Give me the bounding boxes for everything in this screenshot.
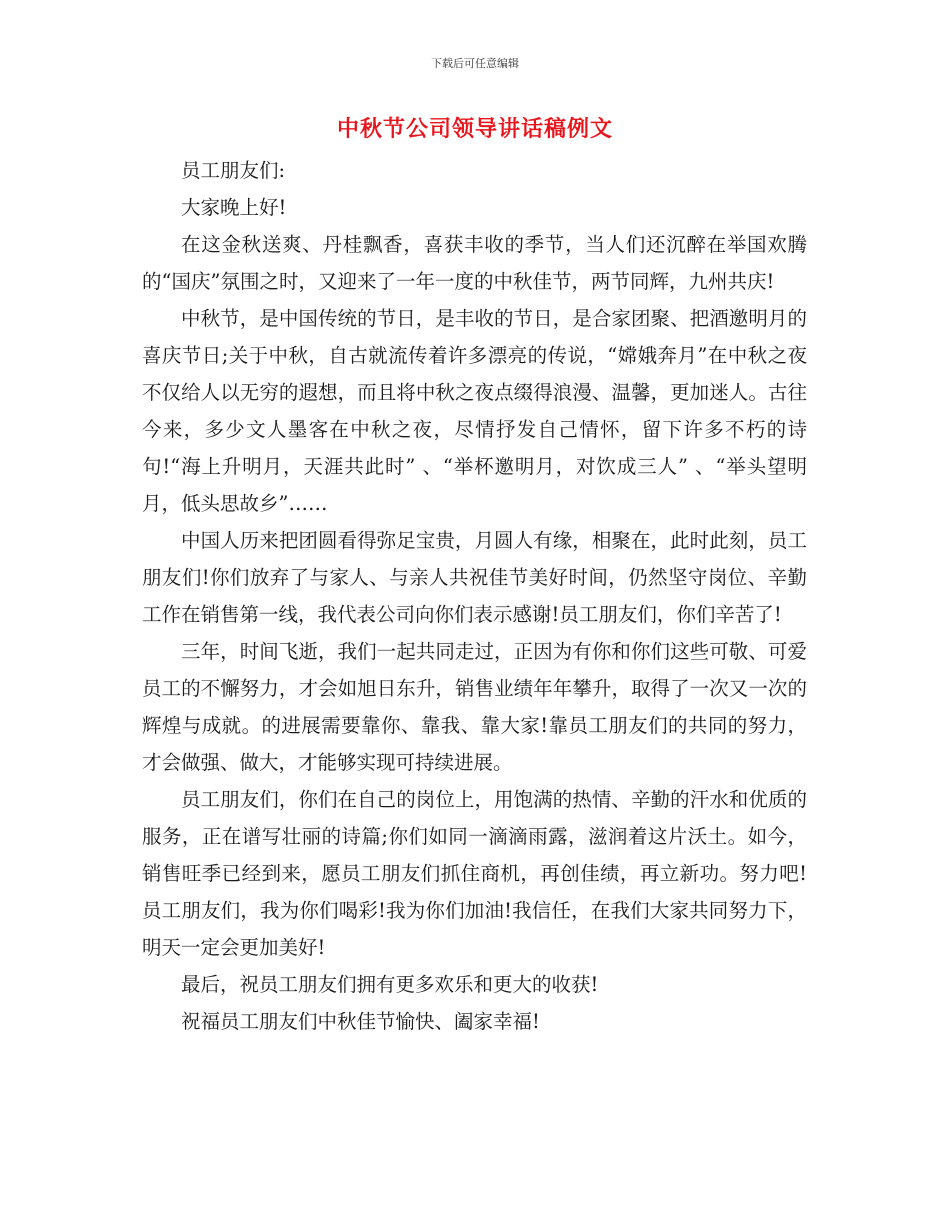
paragraph-3: 中国人历来把团圆看得弥足宝贵，月圆人有缘，相聚在，此时此刻，员工朋友们!你们放弃了与家人、与亲人共祝佳节美好时间，仍然坚守岗位、辛勤工作在销售第一线，我代表公司向你们表示感谢!员工朋友们，你们辛苦了!: [142, 529, 807, 626]
document-title: 中秋节公司领导讲话稿例文: [336, 117, 613, 142]
page-header-note: 下载后可任意编辑: [431, 57, 519, 70]
greeting: 大家晚上好!: [181, 196, 287, 219]
closing-wish-1: 最后，祝员工朋友们拥有更多欢乐和更大的收获!: [181, 973, 599, 996]
salutation: 员工朋友们:: [181, 159, 286, 182]
closing-wish-2: 祝福员工朋友们中秋佳节愉快、阖家幸福!: [181, 1010, 540, 1033]
paragraph-2: 中秋节，是中国传统的节日，是丰收的节日，是合家团聚、把酒邀明月的喜庆节日;关于中秋，自古就流传着许多漂亮的传说，“嫦娥奔月”在中秋之夜不仅给人以无穷的遐想，而且将中秋之夜点缀得浪漫、温馨，更加迷人。古往今来，多少文人墨客在中秋之夜，尽情抒发自己情怀，留下许多不朽的诗句!“海上升明月，天涯共此时” 、“举杯邀明月，对饮成三人” 、“举头望明月，低头思故乡”……: [142, 307, 807, 515]
paragraph-4: 三年，时间飞逝，我们一起共同走过，正因为有你和你们这些可敬、可爱员工的不懈努力，才会如旭日东升，销售业绩年年攀升，取得了一次又一次的辉煌与成就。的进展需要靠你、靠我、靠大家!靠员工朋友们的共同的努力，才会做强、做大，才能够实现可持续进展。: [142, 640, 807, 774]
paragraph-1: 在这金秋送爽、丹桂飘香，喜获丰收的季节，当人们还沉醉在举国欢腾的“国庆”氛围之时，又迎来了一年一度的中秋佳节，两节同辉，九州共庆!: [142, 233, 807, 293]
paragraph-5: 员工朋友们，你们在自己的岗位上，用饱满的热情、辛勤的汗水和优质的服务，正在谱写壮丽的诗篇;你们如同一滴滴雨露，滋润着这片沃土。如今，销售旺季已经到来，愿员工朋友们抓住商机，再创佳绩，再立新功。努力吧!员工朋友们，我为你们喝彩!我为你们加油!我信任，在我们大家共同努力下，明天一定会更加美好!: [142, 788, 807, 959]
document-body: [142, 152, 807, 1040]
